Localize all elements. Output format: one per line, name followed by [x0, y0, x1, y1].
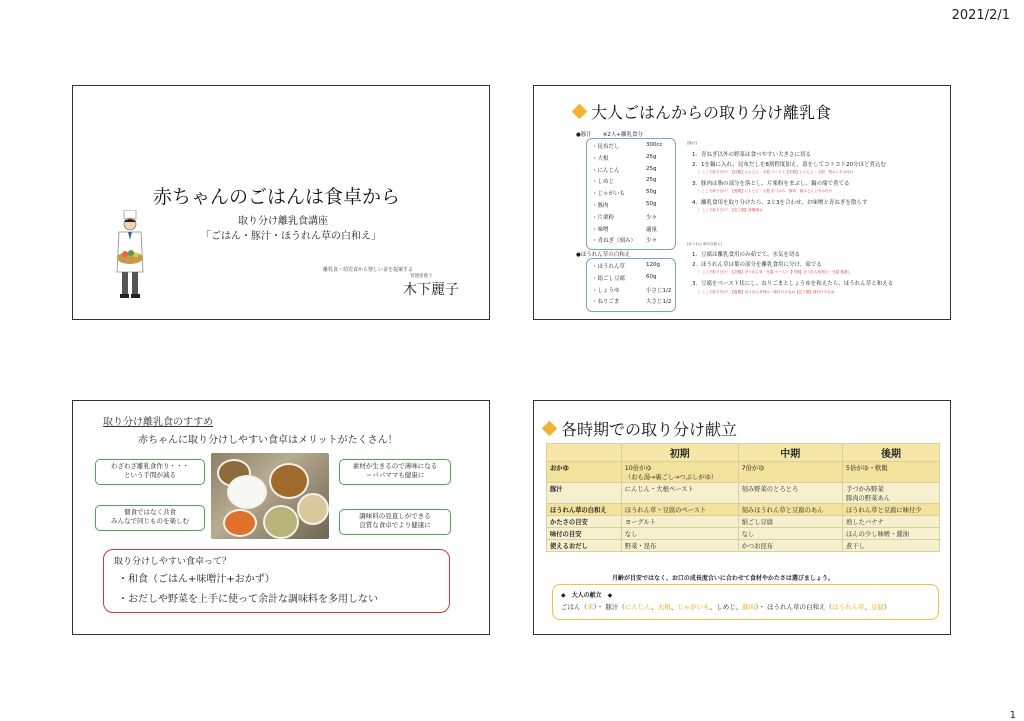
ingredient-qty: 25g — [646, 177, 657, 184]
column-header — [547, 444, 622, 462]
table-cell: ほうれん草・豆腐のペースト — [621, 504, 738, 516]
table-cell: 刻み野菜のとろとろ — [738, 483, 842, 504]
table-cell: 7倍がゆ — [738, 462, 842, 483]
slide1-menu: 「ごはん・豚汁・ほうれん草の白和え」 — [201, 231, 381, 242]
question-box — [103, 549, 450, 613]
slide-4[interactable] — [533, 400, 951, 635]
table-caption: 月齢が目安ではなく、お口の成長度合いに合わせて食材やかたさは選びましょう。 — [612, 575, 834, 582]
menu-table — [546, 443, 940, 552]
table-cell: なし — [738, 528, 842, 540]
ingredient-name: ・味噌 — [592, 226, 609, 233]
menu-text-part: 、しめじ、 — [709, 603, 743, 611]
ingredient-name: ・片栗粉 — [592, 214, 615, 221]
tonjiru-note: ！ここで取り分け！【後期】にんじん・大根 手づかみ 豚肉 極みじんとろみ付け — [698, 189, 833, 193]
author-name: 木下麗子 — [403, 282, 459, 298]
ingredient-qty: 25g — [646, 165, 657, 172]
diamond-icon — [572, 104, 588, 120]
shiraae-note: ！ここで取り分け！【後期】ほうれん草刻み・味付け少なめ【完了期】味付け少なめ — [698, 290, 835, 294]
table-row — [547, 483, 940, 504]
answer-item: ・和食（ごはん+味噌汁+おかず） — [118, 574, 275, 585]
page-number: 1 — [1009, 710, 1016, 721]
menu-text-part: 、 — [651, 603, 658, 611]
table-cell: 10倍がゆ （おも湯→裏ごし→つぶしがゆ） — [621, 462, 738, 483]
row-header: 使えるおだし — [547, 540, 622, 552]
ingredient-qty: 適量 — [646, 226, 658, 233]
table-cell: にんじん・大根ペースト — [621, 483, 738, 504]
ingredient-name: ・しょうゆ — [592, 287, 620, 294]
slide1-subtitle: 取り分け離乳食講座 — [238, 216, 328, 227]
menu-text-part: 豆腐 — [871, 603, 885, 611]
table-cell: 絹ごし豆腐 — [738, 516, 842, 528]
ingredient-qty: 50g — [646, 201, 657, 207]
question-text: 取り分けしやすい食卓って？ — [114, 557, 232, 567]
table-cell: 刻みほうれん草と豆腐のあん — [738, 504, 842, 516]
menu-text-part: ）・ ほうれん草の白和え（ — [755, 603, 833, 611]
row-header: おかゆ — [547, 462, 622, 483]
menu-text-part: ごはん（ — [561, 603, 587, 611]
slide-2[interactable] — [533, 85, 951, 320]
menu-text-part: 、 — [864, 603, 872, 611]
shiraae-step: 3．豆腐をペースト状にし、ねりごまとしょうゆを和えたら、ほうれん草と和える — [692, 281, 894, 287]
print-date: 2021/2/1 — [951, 8, 1010, 23]
column-header: 後期 — [842, 444, 939, 462]
table-cell: 手づかみ野菜 豚肉の野菜あん — [842, 483, 939, 504]
table-cell: かつお昆布 — [738, 540, 842, 552]
table-cell: ヨーグルト — [621, 516, 738, 528]
ingredient-name: ・にんじん — [592, 167, 620, 174]
row-header: かたさの目安 — [547, 516, 622, 528]
slide3-heading: 取り分け離乳食のすすめ — [103, 417, 214, 428]
slide2-title: 大人ごはんからの取り分け離乳食 — [574, 100, 831, 123]
table-cell: 5倍がゆ・軟飯 — [842, 462, 939, 483]
row-header: 味付の目安 — [547, 528, 622, 540]
menu-text-part: 米 — [587, 603, 594, 611]
chef-illustration — [113, 210, 147, 300]
ingredient-qty: 300cc — [646, 142, 663, 148]
ingredient-qty: 25g — [646, 153, 657, 160]
ingredient-name: ・昆布だし — [592, 144, 620, 150]
table-row — [547, 516, 940, 528]
row-header: ほうれん草の白和え — [547, 504, 622, 516]
diamond-icon — [542, 421, 558, 437]
table-row — [547, 504, 940, 516]
meal-photo — [211, 453, 329, 539]
menu-text-part: ）・ 豚汁（ — [593, 603, 625, 611]
row-header: 豚汁 — [547, 483, 622, 504]
tonjiru-note: ！ここで取り分け！【初期】にんじん・大根 ペースト【中期】にんじん・大根 刻みとろみ付け — [698, 170, 854, 174]
ingredient-qty: 120g — [646, 262, 660, 268]
slide-3[interactable] — [72, 400, 490, 635]
table-row — [547, 540, 940, 552]
benefit-callout: 個食ではなく共食 みんなで同じものを楽しむ — [95, 505, 205, 531]
table-cell: 熟したバナナ — [842, 516, 939, 528]
ingredient-qty: 少々 — [646, 238, 658, 245]
ingredient-qty: 60g — [646, 273, 657, 280]
menu-text-part: じゃがいも — [677, 603, 710, 611]
benefit-callout: わざわざ離乳食作り・・・ という手間が減る — [95, 459, 205, 485]
tonjiru-header: ●豚汁 ※2人+離乳食分 — [576, 132, 644, 138]
tonjiru-step: 1．青ねぎ以外の野菜は食べやすい大きさに切る — [692, 152, 812, 158]
table-cell: ほんの少し味噌・醤油 — [842, 528, 939, 540]
adult-menu-text — [561, 602, 891, 611]
table-cell: 野菜・昆布 — [621, 540, 738, 552]
tonjiru-steps-label: (豚汁) — [687, 141, 697, 145]
menu-text-part: 、 — [670, 603, 678, 611]
shiraae-header: ●ほうれん草の白和え — [576, 252, 631, 258]
menu-text-part: にんじん — [624, 603, 652, 611]
slide1-title: 赤ちゃんのごはんは食卓から — [153, 186, 401, 208]
ingredient-name: ・ねりごま — [592, 299, 620, 306]
menu-text-part: 豚肉 — [742, 603, 756, 611]
ingredient-name: ・大根 — [592, 155, 609, 162]
table-row — [547, 528, 940, 540]
ingredient-qty: 少々 — [646, 214, 658, 221]
benefit-callout: 素材が生きるので薄味になる ＝パパママも健康に — [339, 459, 451, 485]
ingredient-name: ・じゃがいも — [592, 191, 626, 198]
ingredient-name: ・しめじ — [592, 179, 615, 186]
author-affiliation: 離乳食・幼児食から楽しい食を提案する — [323, 267, 414, 273]
answer-item: ・おだしや野菜を上手に使って余計な調味料を多用しない — [118, 594, 378, 605]
tonjiru-step: 2．1を鍋に入れ、昆布だしを8割程度加え、蓋をしてコトコト20分ほど煮込む — [692, 162, 886, 168]
column-header: 中期 — [738, 444, 842, 462]
author-role: 管理栄養士 — [410, 274, 433, 279]
shiraae-note: ！ここで取り分け！【初期】ほうれん草・豆腐 ペースト【中期】ほうれん草刻む・豆腐 粗潰し — [698, 270, 852, 274]
shiraae-steps-label: (ほうれん草の白和え) — [687, 242, 723, 246]
adult-menu-box — [552, 584, 939, 620]
table-cell: 煮干し — [842, 540, 939, 552]
ingredient-qty: 大さじ1/2 — [646, 299, 672, 306]
table-row — [547, 462, 940, 483]
shiraae-step: 2．ほうれん草は葉の部分を離乳食用に分け、茹でる — [692, 262, 822, 268]
shiraae-step: 1．豆腐は離乳食用のみ茹でて、水気を切る — [692, 252, 800, 258]
slide3-lead: 赤ちゃんに取り分けしやすい食卓はメリットがたくさん！ — [138, 435, 398, 446]
table-cell: ほうれん草と豆腐に味付少 — [842, 504, 939, 516]
table-cell: なし — [621, 528, 738, 540]
slide4-title: 各時期での取り分け献立 — [544, 417, 737, 440]
slide-1[interactable] — [72, 85, 490, 320]
tonjiru-step: 4．離乳食用を取り分けたら、2と3を合わせ、お味噌と青ねぎを散らす — [692, 200, 868, 206]
ingredient-name: ・ほうれん草 — [592, 264, 626, 270]
tonjiru-step: 3．豚肉は脂の部分を落とし、片栗粉をまぶし、鍋の端で煮てる — [692, 181, 850, 187]
menu-text-part: ほうれん草 — [832, 603, 865, 611]
benefit-callout: 調味料の見直しができる 良質な食卓でより健康に — [339, 509, 451, 535]
menu-text-part: ） — [884, 603, 891, 611]
adult-menu-title: ◆ 大人の献立 ◆ — [561, 592, 613, 599]
ingredient-name: ・豚肉 — [592, 203, 609, 209]
ingredient-qty: 50g — [646, 189, 657, 196]
menu-text-part: 大根 — [657, 603, 671, 611]
ingredient-qty: 小さじ1/2 — [646, 287, 672, 294]
ingredient-name: ・青ねぎ（刻み） — [592, 238, 637, 245]
column-header: 初期 — [621, 444, 738, 462]
ingredient-name: ・絹ごし豆腐 — [592, 275, 626, 282]
tonjiru-note: ！ここで取り分け！【完了期】味噌薄め — [698, 208, 763, 212]
